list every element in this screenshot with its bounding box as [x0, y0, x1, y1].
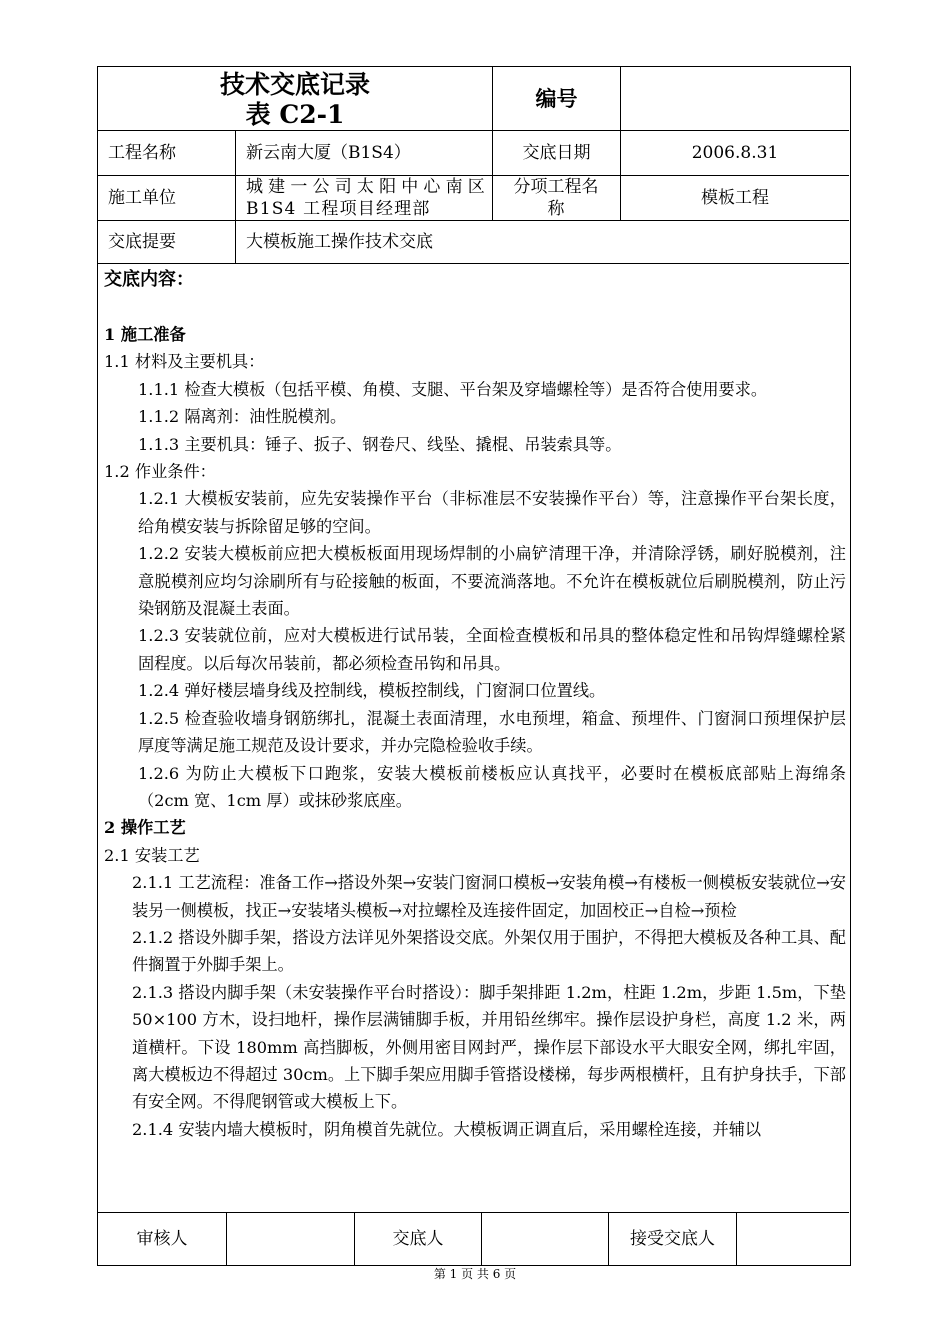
row-divider	[98, 263, 849, 264]
page-number: 第 1 页 共 6 页	[433, 1267, 517, 1281]
subsection-heading: 1.2 作业条件：	[104, 462, 216, 482]
project-value: 新云南大厦（B1S4）	[246, 143, 411, 163]
form-title	[98, 69, 492, 131]
sub-value: 模板工程	[701, 188, 769, 208]
reviewer-value[interactable]	[227, 1213, 354, 1265]
form-title-line2: 表 C2-1	[245, 100, 345, 129]
paragraph: 1.1.2 隔离剂：油性脱模剂。	[138, 407, 347, 427]
content-heading: 交底内容：	[104, 269, 194, 290]
content-body	[104, 265, 846, 1187]
paragraph: 2.1.3 搭设内脚手架（未安装操作平台时搭设）：脚手架排距 1.2m，柱距 1.2m，步距 1.5m，下垫 50×100 方木，设扫地杆，操作层满铺脚手板，并用铅丝绑牢。操作层设护身栏，高度 1.2 米，两道横杆。下设 180mm 高挡脚板，外侧用密目网封严，操作层下部设水平大眼安全网，绑扎牢固，离大模板边不得超过 30cm。上下脚手架应用脚手管搭设楼梯，每步两根横杆，且有护身扶手，下部有安全网。不得爬钢管或大模板上下。	[132, 982, 846, 1112]
section-heading: 2 操作工艺	[104, 818, 186, 838]
paragraph: 1.1.1 检查大模板（包括平模、角模、支腿、平台架及穿墙螺栓等）是否符合使用要求。	[138, 379, 768, 399]
paragraph: 2.1.2 搭设外脚手架，搭设方法详见外架搭设交底。外架仅用于围护，不得把大模板及各种工具、配件搁置于外脚手架上。	[132, 927, 846, 975]
paragraph: 1.2.5 检查验收墙身钢筋绑扎，混凝土表面清理，水电预埋，箱盒、预埋件、门窗洞口预埋保护层厚度等满足施工规范及设计要求，并办完隐检验收手续。	[138, 708, 846, 756]
reviewer-label: 审核人	[136, 1229, 188, 1249]
paragraph: 1.2.4 弹好楼层墙身线及控制线，模板控制线，门窗洞口位置线。	[138, 681, 606, 701]
paragraph: 2.1.1 工艺流程：准备工作→搭设外架→安装门窗洞口模板→安装角模→有楼板一侧模板安装就位→安装另一侧模板，找正→安装堵头模板→对拉螺栓及连接件固定，加固校正→自检→预检	[132, 873, 846, 920]
subsection-heading: 1.1 材料及主要机具：	[104, 352, 265, 372]
summary-value: 大模板施工操作技术交底	[246, 232, 433, 252]
col-divider	[235, 130, 236, 264]
record-form	[97, 66, 851, 1266]
receiver-value[interactable]	[737, 1213, 849, 1265]
sub-label: 分项工程名称	[513, 177, 599, 219]
paragraph: 1.2.2 安装大模板前应把大模板板面用现场焊制的小扁铲清理干净，并清除浮锈，刷好脱模剂，注意脱模剂应均匀涂刷所有与砼接触的板面，不要流淌落地。不允许在模板就位后刷脱模剂，防止污染钢筋及混凝土表面。	[138, 544, 846, 619]
paragraph: 2.1.4 安装内墙大模板时，阴角模首先就位。大模板调正调直后，采用螺栓连接，并辅以	[132, 1119, 762, 1139]
unit-value: 城建一公司太阳中心南区 B1S4 工程项目经理部	[246, 177, 486, 219]
paragraph: 1.2.6 为防止大模板下口跑浆，安装大模板前楼板应认真找平，必要时在模板底部贴上海绵条（2cm 宽、1cm 厚）或抹砂浆底座。	[138, 763, 846, 810]
paragraph: 1.2.3 安装就位前，应对大模板进行试吊装，全面检查模板和吊具的整体稳定性和吊钩焊缝螺栓紧固程度。以后每次吊装前，都必须检查吊钩和吊具。	[138, 626, 846, 673]
summary-label: 交底提要	[108, 232, 176, 252]
paragraph: 1.2.1 大模板安装前，应先安装操作平台（非标准层不安装操作平台）等，注意操作平台架长度，给角模安装与拆除留足够的空间。	[138, 489, 846, 536]
subsection-heading: 2.1 安装工艺	[104, 845, 200, 865]
unit-label: 施工单位	[108, 188, 176, 208]
form-title-line1: 技术交底记录	[219, 70, 370, 99]
date-value: 2006.8.31	[691, 143, 779, 163]
number-label: 编号	[535, 85, 578, 111]
discloser-label: 交底人	[392, 1229, 444, 1249]
number-value[interactable]	[621, 67, 849, 130]
paragraph: 1.1.3 主要机具：锤子、扳子、钢卷尺、线坠、撬棍、吊装索具等。	[138, 434, 622, 454]
date-label: 交底日期	[522, 143, 591, 163]
receiver-label: 接受交底人	[630, 1229, 715, 1249]
section-heading: 1 施工准备	[104, 325, 186, 344]
discloser-value[interactable]	[482, 1213, 608, 1265]
project-label: 工程名称	[108, 143, 176, 163]
